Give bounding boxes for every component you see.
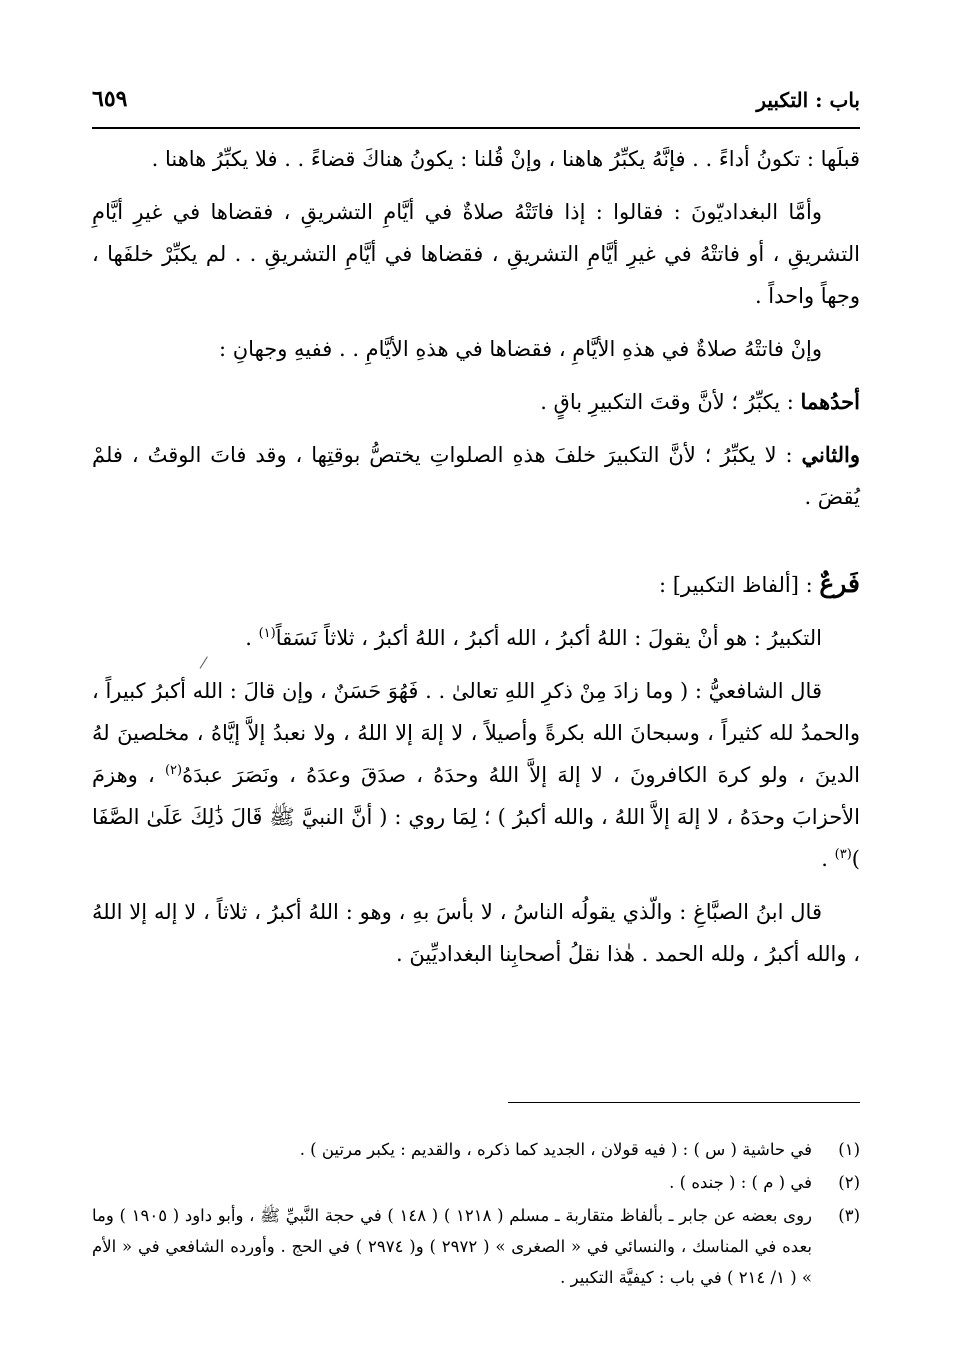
footnote-number: (٣): [838, 1206, 860, 1225]
first-view-text: : يكبِّرُ ؛ لأنَّ وقتَ التكبيرِ باقٍ .: [540, 390, 801, 414]
first-view-label: أحدُهما: [800, 389, 860, 414]
footnotes: [92, 1134, 860, 1295]
paragraph-6: [92, 617, 860, 659]
header-rule: [92, 127, 860, 129]
footnote-rule: [508, 1102, 860, 1103]
footnote-text: روى بعضه عن جابر ـ بألفاظ متقاربة ـ مسلم ( ١٢١٨ ) ( ١٤٨ ) في حجة النَّبيِّ ﷺ ، وأبو داود ( ١٩٠٥ ) وما بعده في المناسك ، والنسائي في « الصغرى » ( ٢٩٧٢ ) و( ٢٩٧٤ ) في الحج . وأورده الشافعي في « الأم » ( ١/ ٢١٤ ) في باب : كيفيَّة التكبير .: [92, 1206, 813, 1287]
footnote-ref-1: (١): [258, 626, 276, 641]
paragraph-2: وأمَّا البغداديّونَ : فقالوا : إذا فاتَتْهُ صلاةٌ في أيَّامِ التشريقِ ، فقضاها في غيرِ أيَّامِ التشريقِ ، أو فاتتْهُ في غيرِ أيَّامِ التشريقِ ، فقضاها في أيَّامِ التشريقِ . . لم يكبِّرْ خلفَها ، وجهاً واحداً .: [92, 200, 860, 308]
sentence-end: .: [245, 626, 259, 650]
footnote-text: في ( م ) : ( جنده ) .: [669, 1173, 812, 1192]
footnote-text: في حاشية ( س ) : ( فيه قولان ، الجديد كما ذكره ، والقديم : يكبر مرتين ) .: [299, 1140, 812, 1159]
footnote-ref-3: (٣): [834, 847, 852, 862]
footnote-1: [92, 1134, 860, 1165]
paragraph-8: قال ابنُ الصبَّاغِ : والّذي يقولُه الناسُ ، لا بأسَ بهِ ، وهو : اللهُ أكبرُ ، ثلاثاً ، لا إله إلا اللهُ ، والله أكبرُ ، ولله الحمد . هٰذا نقلُ أصحابِنا البغداديِّينَ .: [92, 900, 860, 966]
branch-heading: [92, 563, 860, 606]
paragraph-7: [92, 670, 860, 880]
footnote-2: [92, 1167, 860, 1198]
branch-word: فَرعٌ: [819, 569, 860, 598]
page-number: ٦٥٩: [92, 86, 128, 112]
footnote-ref-2: (٢): [164, 763, 183, 778]
footnote-3: [92, 1200, 860, 1293]
paragraph-5: [92, 434, 860, 518]
chapter-title: باب : التكبير: [756, 88, 860, 112]
paragraph-1: قبلَها : تكونُ أداءً . . فإنَّهُ يكبِّرُ هاهنا ، وإنْ قُلنا : يكونُ هناكَ قضاءً . . فلا يكبِّرُ هاهنا .: [151, 147, 860, 171]
branch-title: : [ألفاظ التكبير] :: [658, 573, 820, 597]
shafii-quote-a: قال الشافعيُّ : ( وما زادَ مِنْ ذكرِ اللهِ تعالىٰ . . فَهُوَ حَسَنٌ ، وإن قالَ : الله أكبرُ كبيراً ، والحمدُ لله كثيراً ، وسبحانَ الله بكرةً وأصيلاً ، لا إلهَ إلا اللهُ ، ولا نعبدُ إلاَّ إيَّاهُ ، مخلصينَ لهُ الدينَ ، ولو كرهَ الكافرونَ ، لا إلهَ إلاَّ اللهُ وحدَهُ ، صدَقَ وعدَهُ ، ونَصَرَ عبدَهُ: [92, 679, 860, 787]
takbir-text: التكبيرُ : هو أنْ يقولَ : اللهُ أكبرُ ، الله أكبرُ ، اللهُ أكبرُ ، ثلاثاً نَسَقاً: [275, 626, 822, 650]
section-gap: [92, 529, 860, 563]
paragraph-4: [92, 381, 860, 423]
running-header: [92, 82, 860, 122]
main-text: [92, 138, 860, 986]
shafii-quote-b: ، وهزمَ الأحزابَ وحدَهُ ، لا إلهَ إلاَّ اللهُ ، والله أكبرُ ) ؛ لِمَا روي : ( أنَّ النبيَّ ﷺ قَالَ ذَٰلِكَ عَلَىٰ الصَّفَا ): [92, 763, 860, 871]
footnote-number: (١): [838, 1140, 860, 1159]
sentence-end: .: [821, 847, 835, 871]
paragraph-3: وإنْ فاتتْهُ صلاةٌ في هذهِ الأيَّامِ ، فقضاها في هذهِ الأيَّامِ . . ففيهِ وجهانِ :: [219, 337, 822, 361]
second-view-text: : لا يكبِّرُ ؛ لأنَّ التكبيرَ خلفَ هذهِ الصلواتِ يختصُّ بوقتِها ، وقد فاتَ الوقتُ ، فلمْ يُقضَ .: [92, 443, 860, 509]
footnote-number: (٢): [838, 1173, 860, 1192]
second-view-label: والثاني: [801, 442, 860, 467]
